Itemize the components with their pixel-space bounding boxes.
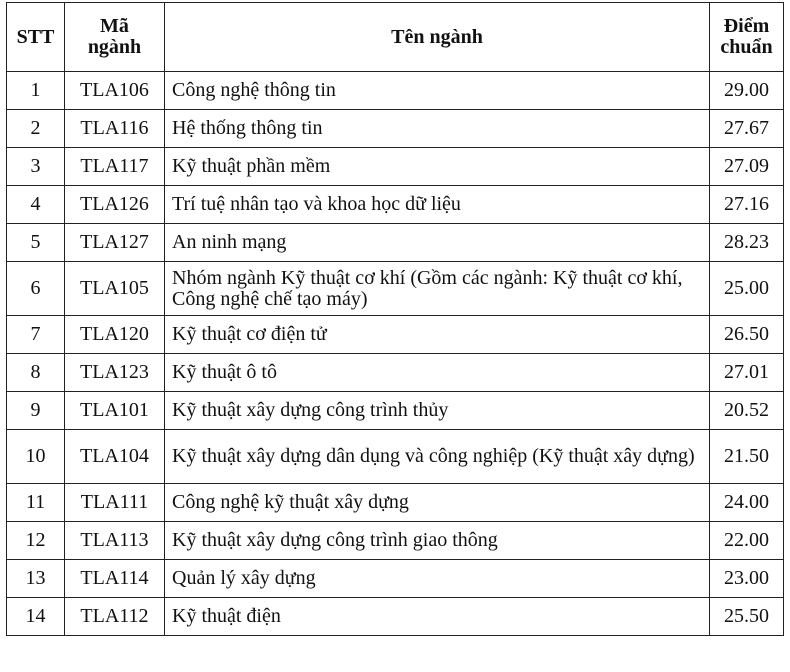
score-cell: 27.16 [710, 186, 784, 224]
score-cell: 29.00 [710, 72, 784, 110]
major-name-cell: Nhóm ngành Kỹ thuật cơ khí (Gồm các ngành: Kỹ thuật cơ khí, Công nghệ chế tạo máy) [165, 262, 710, 316]
score-cell: 25.50 [710, 598, 784, 636]
score-cell: 27.01 [710, 354, 784, 392]
table-row [7, 430, 784, 484]
code-cell: TLA106 [65, 72, 165, 110]
stt-cell: 6 [7, 262, 65, 316]
table-row [7, 484, 784, 522]
score-cell: 27.67 [710, 110, 784, 148]
stt-cell: 4 [7, 186, 65, 224]
stt-cell: 12 [7, 522, 65, 560]
code-cell: TLA126 [65, 186, 165, 224]
stt-cell: 2 [7, 110, 65, 148]
major-name-cell: Kỹ thuật điện [165, 598, 710, 636]
header-score [710, 3, 784, 72]
score-cell: 21.50 [710, 430, 784, 484]
stt-cell: 3 [7, 148, 65, 186]
score-cell: 26.50 [710, 316, 784, 354]
stt-cell: 11 [7, 484, 65, 522]
major-name-cell: Kỹ thuật ô tô [165, 354, 710, 392]
table-row [7, 354, 784, 392]
score-cell: 25.00 [710, 262, 784, 316]
stt-cell: 10 [7, 430, 65, 484]
code-cell: TLA113 [65, 522, 165, 560]
stt-cell: 9 [7, 392, 65, 430]
score-cell: 20.52 [710, 392, 784, 430]
score-cell: 22.00 [710, 522, 784, 560]
stt-cell: 7 [7, 316, 65, 354]
header-code-line2: ngành [87, 36, 142, 58]
code-cell: TLA112 [65, 598, 165, 636]
major-name-cell: Quản lý xây dựng [165, 560, 710, 598]
code-cell: TLA104 [65, 430, 165, 484]
code-cell: TLA101 [65, 392, 165, 430]
table-row [7, 316, 784, 354]
stt-cell: 8 [7, 354, 65, 392]
major-name-cell: Kỹ thuật xây dựng công trình thủy [165, 392, 710, 430]
major-name-cell: Trí tuệ nhân tạo và khoa học dữ liệu [165, 186, 710, 224]
code-cell: TLA111 [65, 484, 165, 522]
code-cell: TLA114 [65, 560, 165, 598]
code-cell: TLA123 [65, 354, 165, 392]
major-name-cell: Kỹ thuật phần mềm [165, 148, 710, 186]
header-name: Tên ngành [165, 3, 710, 72]
major-name-cell: Kỹ thuật cơ điện tử [165, 316, 710, 354]
table-row [7, 598, 784, 636]
code-cell: TLA127 [65, 224, 165, 262]
table-row [7, 392, 784, 430]
stt-cell: 13 [7, 560, 65, 598]
code-cell: TLA116 [65, 110, 165, 148]
major-name-cell: Công nghệ kỹ thuật xây dựng [165, 484, 710, 522]
major-name-cell: Hệ thống thông tin [165, 110, 710, 148]
score-cell: 23.00 [710, 560, 784, 598]
table-row [7, 148, 784, 186]
major-name-cell: An ninh mạng [165, 224, 710, 262]
major-name-cell: Kỹ thuật xây dựng công trình giao thông [165, 522, 710, 560]
header-score-line2: chuẩn [720, 36, 773, 58]
table-row [7, 560, 784, 598]
stt-cell: 5 [7, 224, 65, 262]
major-name-cell: Công nghệ thông tin [165, 72, 710, 110]
code-cell: TLA117 [65, 148, 165, 186]
table-row [7, 186, 784, 224]
header-code [65, 3, 165, 72]
table-row [7, 72, 784, 110]
table-row [7, 522, 784, 560]
admission-score-table [6, 2, 784, 636]
table-row [7, 110, 784, 148]
table-row [7, 224, 784, 262]
stt-cell: 14 [7, 598, 65, 636]
score-cell: 28.23 [710, 224, 784, 262]
header-row [7, 3, 784, 72]
score-cell: 24.00 [710, 484, 784, 522]
major-name-cell: Kỹ thuật xây dựng dân dụng và công nghiệp (Kỹ thuật xây dựng) [165, 430, 710, 484]
code-cell: TLA120 [65, 316, 165, 354]
stt-cell: 1 [7, 72, 65, 110]
score-cell: 27.09 [710, 148, 784, 186]
code-cell: TLA105 [65, 262, 165, 316]
header-stt: STT [7, 3, 65, 72]
header-score-line1: Điểm [723, 15, 770, 37]
table-row [7, 262, 784, 316]
header-code-line1: Mã [100, 15, 129, 37]
